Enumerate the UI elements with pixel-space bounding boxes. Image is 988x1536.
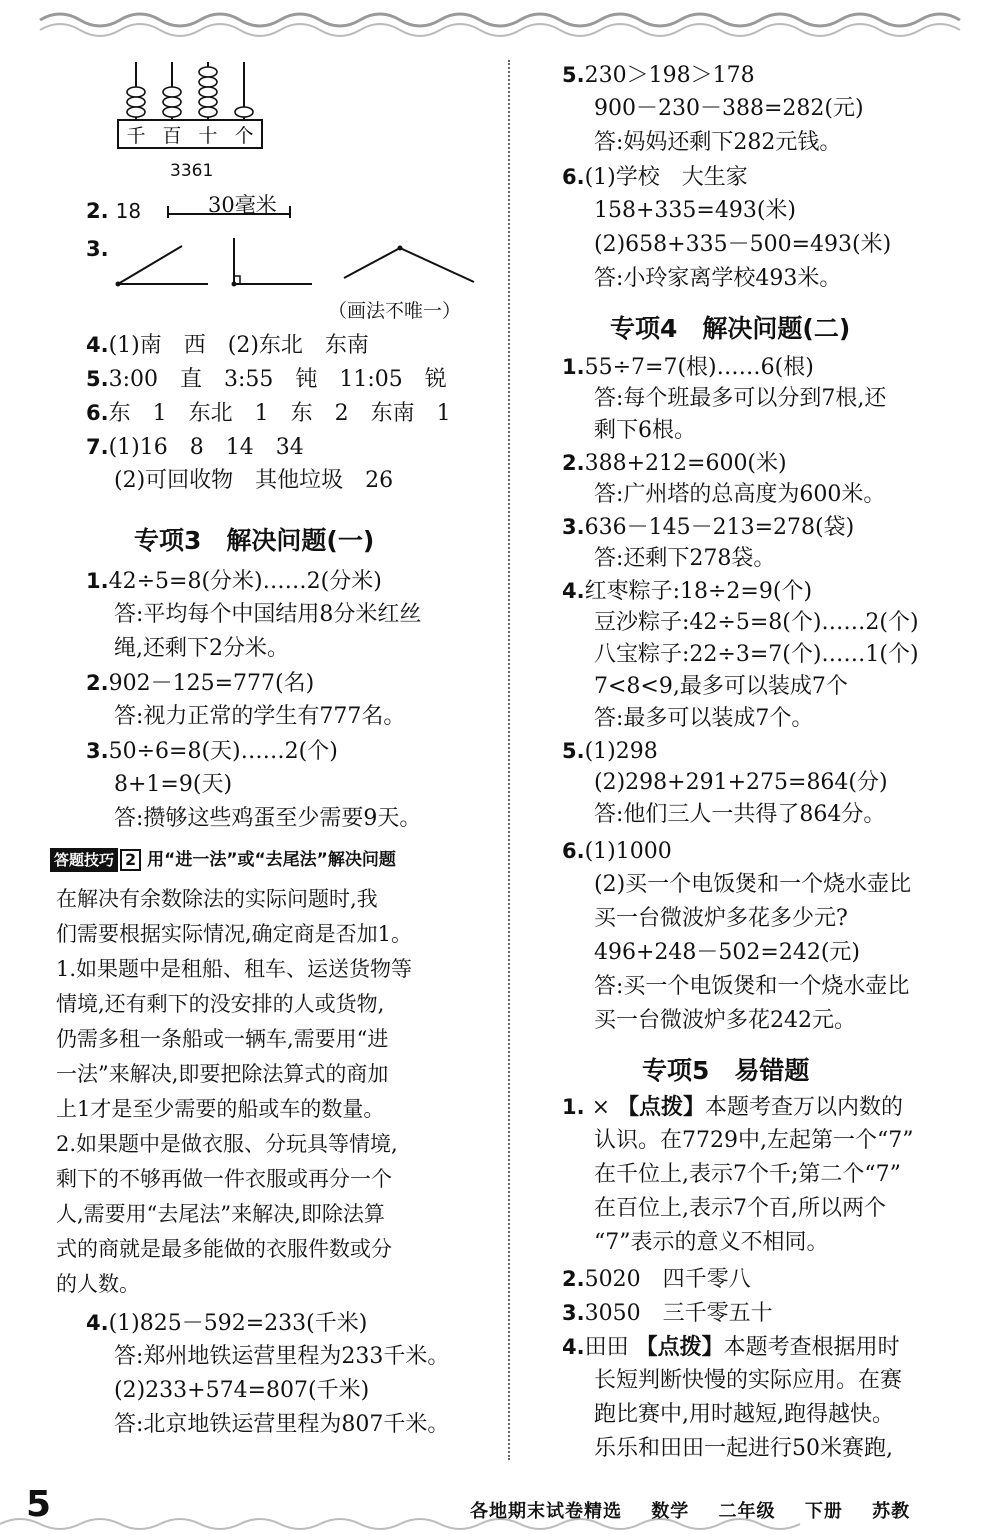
q4-row [86,330,369,361]
s4-q4-line5: 答:最多可以装成7个。 [594,706,814,731]
tip-line: 2.如果题中是做衣服、分玩具等情境, [56,1132,398,1156]
q4b-row [86,1308,367,1339]
s5-q2-number: 2. [562,1267,585,1291]
page-number: 5 [26,1484,52,1525]
tip-line: 式的商就是最多能做的衣服件数或分 [56,1237,392,1261]
r-q6-line4: 答:小玲家离学校493米。 [594,266,842,291]
q6-row [86,398,451,429]
q2-number: 2. [86,199,109,223]
q7-line1: (1)16 8 14 34 [108,435,304,460]
section3-title: 专项3 解决问题(一) [134,526,375,555]
q5-number: 5. [86,367,109,391]
s4-q6-line1: (1)1000 [584,839,672,864]
q4b-line1: (1)825－592=233(千米) [108,1311,368,1336]
s4-q5-number: 5. [562,739,585,763]
s3-q2-line2: 答:视力正常的学生有777名。 [114,704,406,729]
r-q5-line2: 900－230－388=282(元) [594,96,864,121]
s4-q1-row [562,352,814,383]
r-q6-line3: (2)658+335－500=493(米) [594,232,892,257]
r-q5-row [562,60,755,91]
abacus-value: 3361 [170,161,214,181]
tip-tag: 答题技巧 [50,848,118,872]
q4b-line3: (2)233+574=807(千米) [114,1378,370,1403]
s5-q1-row [562,1092,903,1123]
s5-q3-row [562,1298,773,1329]
s5-q1-number: 1. [562,1095,585,1119]
s3-q2-row [86,668,314,699]
s3-q3-number: 3. [86,739,109,763]
abacus-label-ones: 个 [234,125,254,147]
s4-q4-line1: 红枣粽子:18÷2=9(个) [584,579,813,604]
footer-grade: 二年级 [718,1501,776,1522]
s4-q5-line2: (2)298+291+275=864(分) [594,770,888,795]
tip-line: 在解决有余数除法的实际问题时,我 [56,887,378,911]
q6-answer: 东 1 东北 1 东 2 东南 1 [108,401,451,426]
s4-q5-line1: (1)298 [584,739,658,764]
q7-line2: (2)可回收物 其他垃圾 26 [114,468,394,493]
footer-edition: 苏教 [872,1501,911,1522]
page-footer [470,1497,932,1523]
s4-q6-line6: 买一台微波炉多花242元。 [594,1008,856,1033]
s4-q2-line1: 388+212=600(米) [584,451,787,476]
r-q6-number: 6. [562,165,585,189]
q7-number: 7. [86,435,109,459]
s5-q4-line1: 本题考查根据用时 [723,1335,900,1360]
r-q5-number: 5. [562,63,585,87]
abacus-label-thousands: 千 [126,125,146,147]
s3-q3-line3: 答:攒够这些鸡蛋至少需要9天。 [114,806,422,831]
tip-line: 1.如果题中是租船、租车、运送货物等 [56,957,413,981]
s4-q6-line2: (2)买一个电饭煲和一个烧水壶比 [594,872,912,897]
r-q6-row [562,162,748,193]
tip-line: 的人数。 [56,1272,140,1296]
q4b-number: 4. [86,1311,109,1335]
s4-q4-number: 4. [562,579,585,603]
tip-line: 仍需多租一条船或一辆车,需要用“进 [56,1027,389,1051]
s4-q3-line1: 636－145－213=278(袋) [584,515,855,540]
s4-q6-number: 6. [562,839,585,863]
tip-header [50,844,396,875]
tip-line: 人,需要用“去尾法”来解决,即除法算 [56,1202,385,1226]
s3-q3-line2: 8+1=9(天) [114,772,233,797]
s5-q1-hint: 【点拨】 [617,1094,706,1120]
s3-q2-line1: 902－125=777(名) [108,671,315,696]
s3-q3-line1: 50÷6=8(天)……2(个) [108,739,338,764]
s3-q1-line1: 42÷5=8(分米)……2(分米) [108,569,382,594]
s4-q4-line4: 7<8<9,最多可以装成7个 [594,674,848,699]
s4-q2-line2: 答:广州塔的总高度为600米。 [594,482,886,507]
r-q6-line2: 158+335=493(米) [594,198,797,223]
q2-row [86,196,141,227]
ruler-label: 30毫米 [208,193,277,217]
q2-answer: 18 [115,199,142,223]
tip-line: 情境,还有剩下的没安排的人或货物, [56,992,385,1016]
s4-q6-line3: 买一台微波炉多花多少元? [594,906,848,931]
s5-q3-number: 3. [562,1301,585,1325]
footer-volume: 下册 [804,1501,843,1522]
section5-title: 专项5 易错题 [642,1056,810,1085]
s4-q6-row [562,836,672,867]
top-decorative-band [0,0,988,48]
s4-q3-number: 3. [562,515,585,539]
abacus-figure [116,58,266,153]
footer-book: 各地期末试卷精选 [470,1501,622,1522]
s4-q3-row [562,512,854,543]
r-q5-line1: 230＞198＞178 [584,63,755,88]
s5-q2-answer: 5020 四千零八 [584,1267,751,1292]
s4-q2-row [562,448,787,479]
s3-q1-number: 1. [86,569,109,593]
s4-q1-line1: 55÷7=7(根)……6(根) [584,355,814,380]
s5-q2-row [562,1264,751,1295]
q6-number: 6. [86,401,109,425]
s5-q1-line1: 本题考查万以内数的 [705,1095,904,1120]
s5-q4-row [562,1332,900,1363]
s3-q1-line2: 答:平均每个中国结用8分米红丝 [114,602,422,627]
q5-answer: 3:00 直 3:55 钝 11:05 锐 [108,367,447,392]
q4-answer: (1)南 西 (2)东北 东南 [108,333,369,358]
tip-line: 一法”来解决,即要把除法算式的商加 [56,1062,389,1086]
s5-q4-number: 4. [562,1335,585,1359]
s3-q1-row [86,566,382,597]
s3-q2-number: 2. [86,671,109,695]
tip-line: 上1才是至少需要的船或车的数量。 [56,1097,385,1121]
s4-q4-line2: 豆沙粽子:42÷5=8(个)……2(个) [594,610,919,635]
q5-row [86,364,447,395]
section4-title: 专项4 解决问题(二) [610,314,851,343]
s5-q4-hint: 【点拨】 [635,1334,724,1360]
q7-row [86,432,304,463]
footer-subject: 数学 [651,1501,690,1522]
r-q5-line3: 答:妈妈还剩下282元钱。 [594,130,842,155]
s5-q4-line4: 乐乐和田田一起进行50米赛跑, [594,1436,893,1461]
q4b-line4: 答:北京地铁运营里程为807千米。 [114,1412,450,1437]
tip-title: 用“进一法”或“去尾法”解决问题 [147,850,396,870]
column-divider [508,60,510,1460]
s5-q1-line5: “7”表示的意义不相同。 [594,1230,829,1255]
s4-q4-row [562,576,812,607]
angle-drawings [112,234,482,294]
tip-line: 剩下的不够再做一件衣服或再分一个 [56,1167,392,1191]
s5-q1-mark: × [591,1095,611,1120]
tip-line: 们需要根据实际情况,确定商是否加1。 [56,922,413,946]
s4-q4-line3: 八宝粽子:22÷3=7(个)……1(个) [594,642,919,667]
tip-number: 2 [120,849,141,871]
q4-number: 4. [86,333,109,357]
tip-body [56,882,496,1302]
s4-q5-row [562,736,658,767]
s3-q3-row [86,736,338,767]
q3-note: （画法不唯一） [328,300,462,322]
s3-q1-line3: 绳,还剩下2分米。 [114,636,289,661]
s4-q1-line3: 剩下6根。 [594,418,696,443]
s5-q1-line4: 在百位上,表示7个百,所以两个 [594,1196,886,1221]
s5-q1-line3: 在千位上,表示7个千;第二个“7” [594,1162,901,1187]
s5-q3-answer: 3050 三千零五十 [584,1301,773,1326]
s5-q4-answer: 田田 [584,1335,629,1360]
s5-q4-line2: 长短判断快慢的实际应用。在赛 [594,1368,903,1393]
s4-q1-line2: 答:每个班最多可以分到7根,还 [594,386,887,411]
q4b-line2: 答:郑州地铁运营里程为233千米。 [114,1344,450,1369]
s4-q6-line4: 496+248－502=242(元) [594,940,860,965]
q3-number: 3. [86,237,109,261]
s4-q1-number: 1. [562,355,585,379]
abacus-label-hundreds: 百 [162,125,182,147]
s4-q3-line2: 答:还剩下278袋。 [594,546,776,571]
s5-q4-line3: 跑比赛中,用时越短,跑得越快。 [594,1402,894,1427]
s4-q5-line3: 答:他们三人一共得了864分。 [594,802,886,827]
s4-q2-number: 2. [562,451,585,475]
abacus-label-tens: 十 [198,125,218,147]
r-q6-line1: (1)学校 大生家 [584,165,748,190]
s4-q6-line5: 答:买一个电饭煲和一个烧水壶比 [594,974,910,999]
s5-q1-line2: 认识。在7729中,左起第一个“7” [594,1128,914,1153]
